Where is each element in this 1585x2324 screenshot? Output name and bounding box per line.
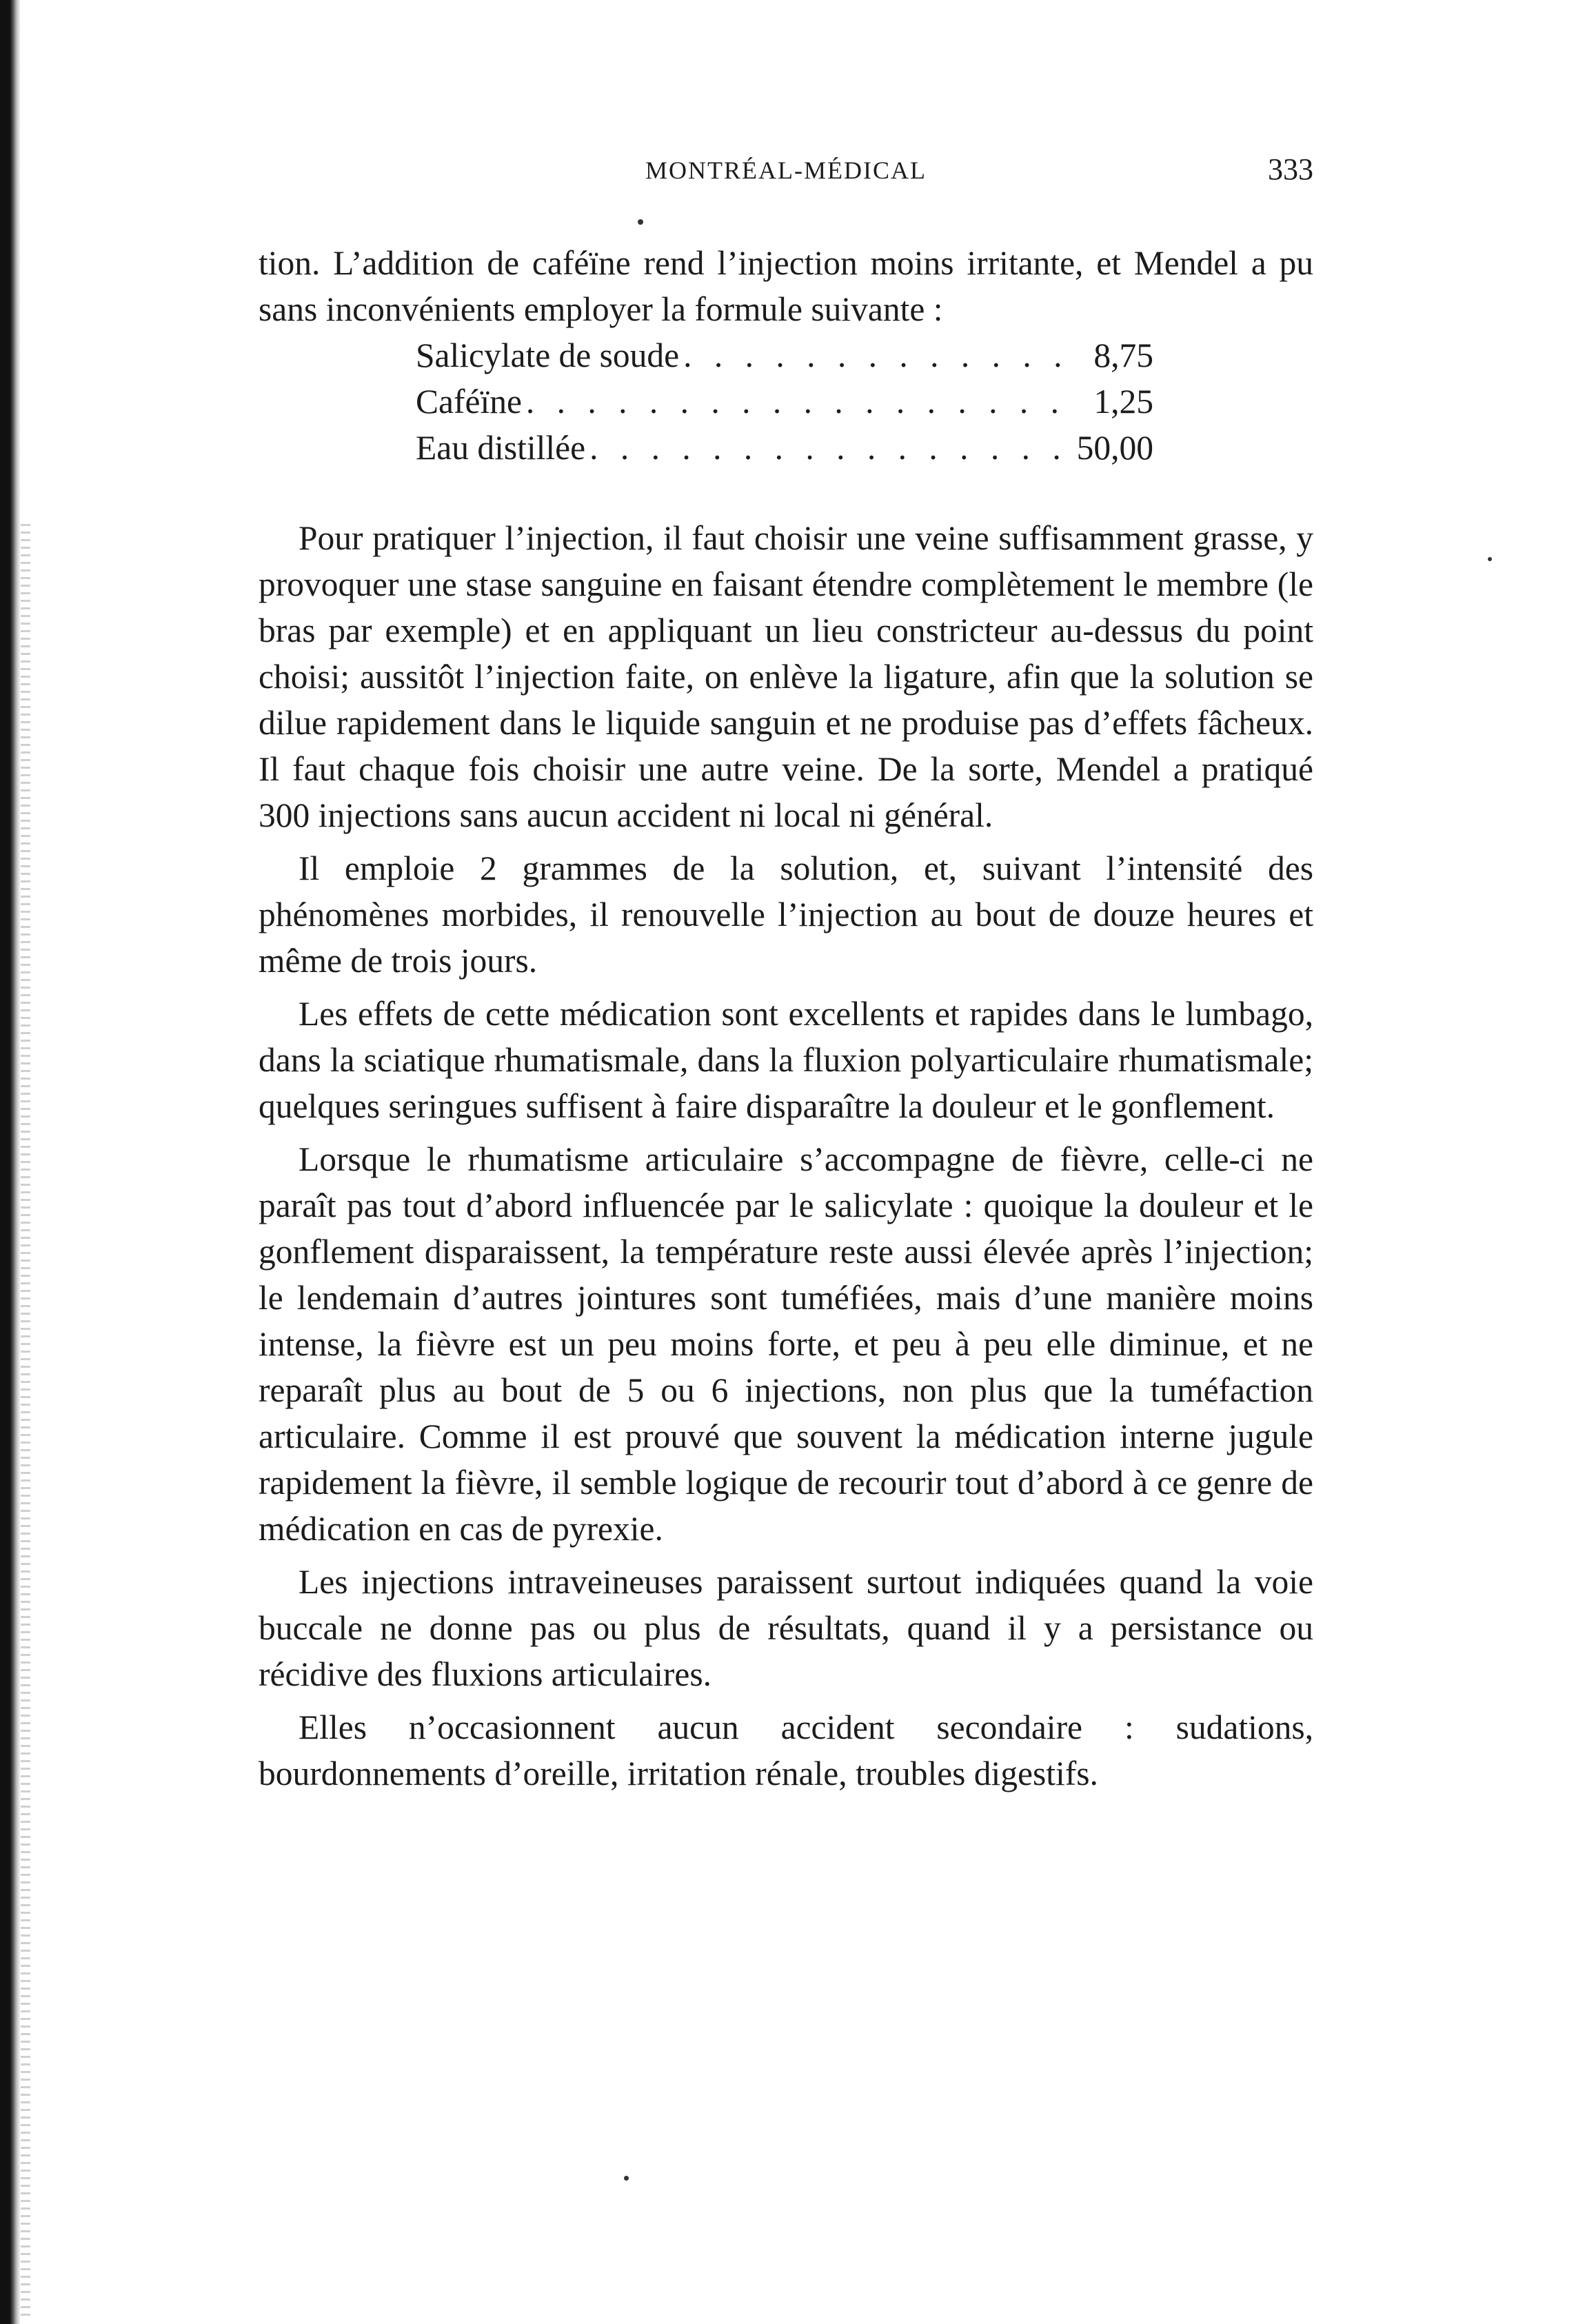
running-title: MONTRÉAL-MÉDICAL [645, 156, 927, 184]
dot-leader [585, 425, 1071, 471]
ink-speck [638, 219, 643, 225]
formula-ingredient: Eau distillée [416, 429, 586, 467]
formula-quantity: 50,00 [1076, 429, 1153, 467]
page-number: 333 [1268, 152, 1313, 186]
spacer [259, 471, 1313, 515]
paragraph-fever: Lorsque le rhumatisme articulaire s’accompagne de fièvre, celle-ci ne paraît pas tout d’abord influencée par le salicylate : quoique la douleur et le gonflement disparaissent, la température reste aussi élevée après l’injection; le lendemain d’autres jointures sont tuméfiées, mais d’une manière moins intense, la fièvre est un peu moins forte, et peu à peu elle diminue, et ne reparaît plus au bout de 5 ou 6 injections, non plus que la tuméfaction articulaire. Comme il est prouvé que souvent la médication interne jugule rapidement la fièvre, il semble logique de recourir tout d’abord à ce genre de médication en cas de pyrexie. [259, 1140, 1313, 1548]
paragraph-dosage: Il emploie 2 grammes de la solution, et, suivant l’intensité des phénomènes morbides, il renouvelle l’injection au bout de douze heures et même de trois jours. [259, 849, 1313, 980]
page-header [259, 152, 1313, 197]
formula-quantity: 1,25 [1093, 383, 1153, 421]
paragraph-effects: Les effets de cette médication sont excellents et rapides dans le lumbago, dans la sciatique rhumatismale, dans la fluxion polyarticulaire rhumatismale; quelques seringues suffisent à faire disparaître la douleur et le gonflement. [259, 995, 1313, 1125]
body-text [259, 240, 1313, 1797]
intro-paragraph: tion. L’addition de caféïne rend l’injection moins irritante, et Mendel a pu sans inconvénients employer la formule suivante : [259, 244, 1313, 328]
formula-ingredient: Caféïne [416, 383, 522, 421]
spine-texture [21, 524, 30, 2316]
formula-list [416, 332, 1153, 471]
book-spine-shadow [0, 0, 21, 2324]
formula-ingredient: Salicylate de soude [416, 336, 680, 374]
paragraph-injection-method: Pour pratiquer l’injection, il faut choisir une veine suffisamment grasse, y provoquer une stase sanguine en faisant étendre complètement le membre (le bras par exemple) et en appliquant un lieu constricteur au-dessus du point choisi; aussitôt l’injection faite, on enlève la ligature, afin que la solution se dilue rapidement dans le liquide sanguin et ne produise pas d’effets fâcheux. Il faut chaque fois choisir une autre veine. De la sorte, Mendel a pratiqué 300 injections sans aucun accident ni local ni général. [259, 519, 1313, 834]
paragraph-side-effects: Elles n’occasionnent aucun accident secondaire : sudations, bourdonnements d’oreille, irritation rénale, troubles digestifs. [259, 1708, 1313, 1792]
ink-speck [624, 2176, 629, 2181]
dot-leader [679, 332, 1071, 378]
formula-row [416, 332, 1153, 378]
ink-speck [1488, 557, 1492, 561]
paragraph-indications: Les injections intraveineuses paraissent surtout indiquées quand la voie buccale ne donne pas ou plus de résultats, quand il y a persistance ou récidive des fluxions articulaires. [259, 1563, 1313, 1693]
formula-row [416, 425, 1153, 471]
formula-quantity: 8,75 [1093, 336, 1153, 374]
dot-leader [522, 378, 1071, 425]
formula-row [416, 378, 1153, 425]
